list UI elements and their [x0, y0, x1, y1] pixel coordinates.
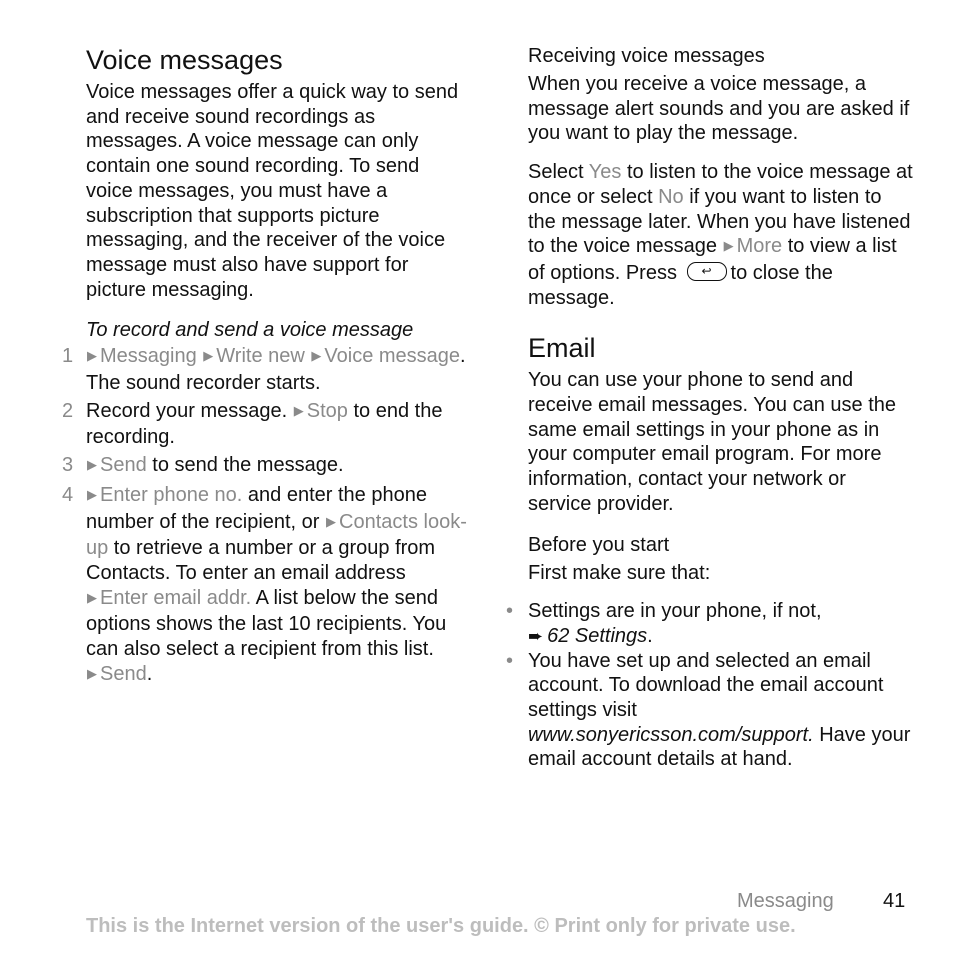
paragraph-text: if you want to listen to the message later. When you have listened to the voice message [528, 185, 911, 258]
list-item-text: Settings are in your phone, if not, [528, 600, 822, 623]
step-text: . The sound recorder starts. [86, 345, 466, 395]
menu-path-write-new: Write new [216, 345, 305, 368]
bullet-dot-icon: • [506, 600, 514, 623]
triangle-right-icon: ▶ [293, 402, 304, 418]
step-number: 4 [62, 483, 74, 506]
triangle-right-icon: ▶ [87, 348, 97, 364]
option-no: No [658, 185, 684, 208]
step-number: 1 [62, 345, 74, 368]
menu-path-contacts-look-up: Contacts look-up [86, 510, 467, 560]
step-2 [62, 399, 471, 450]
triangle-right-icon: ▶ [87, 665, 97, 681]
step-4 [62, 483, 471, 689]
option-more: More [736, 235, 783, 258]
footer-section-name: Messaging [737, 890, 834, 912]
right-column [506, 44, 913, 772]
step-text: to end the recording. [86, 399, 443, 449]
email-intro: You can use your phone to send and receive email messages. You can use the same email settings in your phone as in your computer email program. For more information, contact your network or service provider. [528, 369, 896, 515]
triangle-right-icon: ▶ [87, 486, 97, 502]
step-text: A list below the send options shows the last 10 recipients. You can also select a recipient from this list. [86, 586, 447, 661]
back-key-icon: ↩ [687, 262, 727, 281]
requirements-list [506, 599, 913, 772]
step-text: . [146, 662, 153, 685]
paragraph-text: to view a list of options. Press [528, 235, 897, 284]
footer-notice: This is the Internet version of the user's guide. © Print only for private use. [86, 915, 796, 937]
list-item [506, 599, 913, 648]
voice-messages-intro: Voice messages offer a quick way to send and receive sound recordings as messages. A voice message can only contain one sound recording. To send voice messages, you must have a subscription that supports picture messaging, and the receiver of the voice message must also have support for picture messaging. [86, 81, 459, 301]
subsection-title-before-you-start: Before you start [528, 533, 670, 556]
cross-reference: 62 Settings [547, 624, 648, 647]
procedure-steps [62, 344, 471, 688]
triangle-right-icon: ▶ [311, 348, 322, 364]
step-text: to retrieve a number or a group from Contacts. To enter an email address [86, 537, 436, 584]
paragraph-text: Select [528, 161, 589, 184]
menu-path-send: Send [100, 662, 147, 685]
triangle-right-icon: ▶ [326, 513, 337, 529]
triangle-right-icon: ▶ [203, 348, 214, 364]
menu-path-voice-message: Voice message [324, 345, 461, 368]
triangle-right-icon: ▶ [723, 238, 734, 254]
paragraph-text: to close the message. [528, 261, 833, 309]
option-yes: Yes [588, 161, 622, 184]
support-url: www.sonyericsson.com/support. [528, 723, 814, 746]
select-paragraph [528, 160, 913, 310]
list-item [506, 649, 913, 773]
step-1 [62, 344, 471, 395]
menu-path-send: Send [100, 454, 147, 477]
step-number: 2 [62, 399, 74, 422]
before-intro: First make sure that: [528, 561, 711, 584]
step-text: to send the message. [146, 454, 344, 477]
triangle-right-icon: ▶ [87, 457, 97, 473]
menu-path-messaging: Messaging [100, 345, 197, 368]
menu-path-enter-phone-no: Enter phone no. [100, 483, 243, 506]
receiving-paragraph: When you receive a voice message, a message alert sounds and you are asked if you want to play the message. [528, 73, 910, 145]
bullet-dot-icon: • [506, 649, 514, 672]
list-item-text: You have set up and selected an email account. To download the email account settings visit [528, 649, 884, 722]
paragraph-text: to listen to the voice message at once or select [528, 161, 913, 208]
section-title-email: Email [528, 333, 596, 364]
step-text: and enter the phone number of the recipient, or [86, 483, 427, 533]
left-column [62, 44, 471, 691]
menu-path-stop: Stop [306, 399, 348, 422]
list-item-text: . [647, 624, 653, 647]
list-item-text: Have your email account details at hand. [528, 723, 911, 771]
arrow-right-icon: ➨ [528, 625, 544, 646]
step-3 [62, 453, 471, 480]
step-text: Record your message. [86, 399, 288, 422]
step-number: 3 [62, 454, 74, 477]
section-title-voice-messages: Voice messages [86, 45, 283, 75]
procedure-title: To record and send a voice message [86, 319, 414, 342]
menu-path-enter-email-addr: Enter email addr. [100, 586, 252, 609]
subsection-title-receiving: Receiving voice messages [528, 45, 765, 67]
triangle-right-icon: ▶ [87, 589, 97, 605]
page-number: 41 [883, 890, 906, 912]
